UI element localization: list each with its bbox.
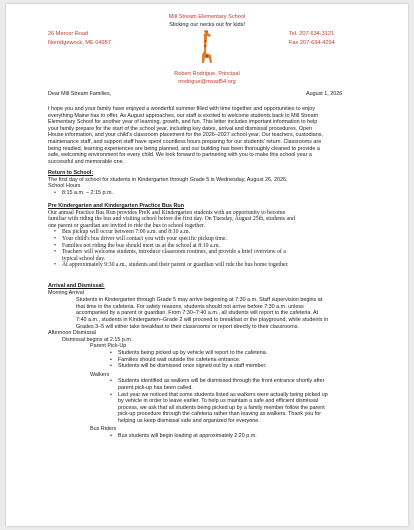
prek-bullet: • Teachers will welcome students, introduce classroom routines, and provide a brief overview of a	[62, 249, 295, 256]
morning-arrival-text	[76, 297, 328, 330]
bus-riders-bullet: • Bus students will begin loading at approximately 2:20 p.m.	[118, 433, 328, 440]
intro-line: successful and memorable one.	[48, 158, 125, 165]
morning-line: accompanied by a parent or guardian. From 7:30–7:40 a.m., all students will report to the cafeteria. At	[76, 310, 319, 317]
pickup-bullet: • Families should wait outside the cafeteria entrance.	[118, 357, 328, 364]
intro-line: Elementary School for another year of learning, growth, and fun. This letter includes important information to help	[48, 119, 318, 126]
walkers-line: pick-up procedure through the cafeteria rather than leaving as walkers. Thank you for	[118, 411, 322, 418]
dismissal-time: Dismissal begins at 2:15 p.m.	[62, 336, 133, 343]
prek-bullet: • At approximately 9:30 a.m., students and their parent or guardian will ride the bus home together.	[62, 262, 295, 269]
school-name: Mill Stream Elementary School	[168, 14, 246, 20]
walkers-label: Walkers	[90, 371, 110, 378]
section-heading-return: Return to School:	[48, 170, 94, 176]
prek-section	[48, 203, 295, 269]
walkers-line: process, we ask that all students being picked up by a family member follow the parent	[118, 404, 325, 411]
letter-page	[6, 4, 408, 526]
morning-line: 7:40 a.m., students in Kindergarten–Grade 2 will proceed to breakfast or the playground, while students in	[76, 316, 329, 323]
intro-line: everything Maine has to offer. As August approaches, our staff is excited to welcome students back to Mill Stream	[48, 112, 319, 119]
walkers-line: • Students identified as walkers will be dismissed through the front entrance shortly after	[118, 378, 325, 385]
greeting: Dear Mill Stream Families,	[48, 91, 112, 97]
address-line1: 26 Mercer Road	[48, 31, 89, 37]
prek-bullet: • Bus pickup will occur between 7:00 a.m. and 8:10 a.m.	[62, 229, 295, 236]
intro-line: I hope you and your family have enjoyed a wonderful summer filled with time together and opportunities to enjoy	[48, 106, 315, 112]
fax-number: Fax 207-634-4294	[289, 40, 335, 46]
morning-line: that time in the cafeteria. For safety reasons, students should not arrive before 7:30 a.m. unless	[76, 303, 304, 310]
intro-line: maintenance staff, and support staff have spent countless hours preparing for our students' return. Classrooms are	[48, 138, 322, 145]
parent-pickup-label: Parent Pick-Up	[90, 343, 127, 350]
prek-line: one parent or guardian are invited to ride the bus to school together.	[48, 222, 205, 229]
prek-bullet: • Your child's bus driver will contact you with your specific pickup time.	[62, 236, 295, 243]
prek-bullet: • Families not riding the bus should meet us at the school at 8:10 a.m.	[62, 243, 295, 250]
walkers-bullet	[118, 392, 328, 425]
first-day-text: The first day of school for students in Kindergarten through Grade 5 is Wednesday, August 26, 2026.	[48, 176, 288, 183]
morning-line: Students in Kindergarten through Grade 5 may arrive beginning at 7:30 a.m. Staff supervision begins at	[76, 297, 323, 304]
school-hours-label: School Hours	[48, 183, 81, 190]
walkers-line: parent pick-up has been called.	[118, 384, 193, 391]
pickup-bullet: • Students being picked up by vehicle will report to the cafeteria.	[118, 350, 328, 357]
prek-line: Our annual Practice Bus Run provides PreK and Kindergarten students with an opportunity to become	[48, 209, 286, 216]
walkers-line: helping us keep dismissal safe and organized for everyone.	[118, 417, 260, 424]
address-line2: Norridgewock, ME 04957	[48, 40, 111, 46]
arrival-section	[48, 283, 328, 440]
intro-paragraph	[48, 106, 323, 165]
letter-date: August 1, 2026	[306, 91, 343, 97]
intro-line: your family prepare for the start of the school year, including key dates, arrival and dismissal procedures, Open	[48, 125, 312, 132]
principal-email[interactable]: rrodrigue@msad54.org	[178, 79, 236, 85]
morning-line: Grades 3–5 will either take breakfast to their classrooms or report directly to their classrooms.	[76, 323, 299, 330]
bus-riders-label: Bus Riders	[90, 426, 117, 433]
intro-line: House information, and your child's classroom placement for the 2026–2027 school year. Our teachers, custodians,	[48, 132, 323, 139]
pickup-bullet: • Students will be dismissed once signed out by a staff member.	[118, 363, 328, 370]
phone-number: Tel. 207-634-3121	[289, 31, 335, 37]
school-hours-item: • 8:15 a.m. – 2:15 p.m.	[62, 190, 288, 197]
intro-line: being readied, learning experiences are being planned, and our building has been thoroughly cleaned to provide a	[48, 145, 320, 152]
section-heading-arrival: Arrival and Dismissal:	[48, 283, 105, 289]
walkers-line: by vehicle in order to leave earlier. To help us maintain a safe and efficient dismissal	[118, 398, 318, 405]
walkers-bullet	[118, 378, 328, 391]
prek-line: familiar with riding the bus and visiting school before the first day. On Tuesday, August 25th, students and	[48, 216, 295, 223]
intro-line: safe, welcoming environment for every child. We look forward to partnering with you to make this school year a	[48, 152, 312, 159]
giraffe-logo	[196, 29, 218, 67]
afternoon-dismissal-label: Afternoon Dismissal	[48, 330, 96, 337]
walkers-line: • Last year we noticed that some students listed as walkers were actually being picked up	[118, 391, 328, 398]
section-heading-prek: Pre Kindergarten and Kindergarten Practice Bus Run	[48, 203, 184, 209]
prek-bullet-continuation: typical school day.	[62, 255, 106, 262]
return-section	[48, 170, 288, 196]
morning-arrival-label: Morning Arrival	[48, 289, 84, 296]
tagline: Sticking our necks out for kids!	[169, 22, 245, 28]
principal-name: Robert Rodrigue, Principal	[174, 71, 240, 77]
